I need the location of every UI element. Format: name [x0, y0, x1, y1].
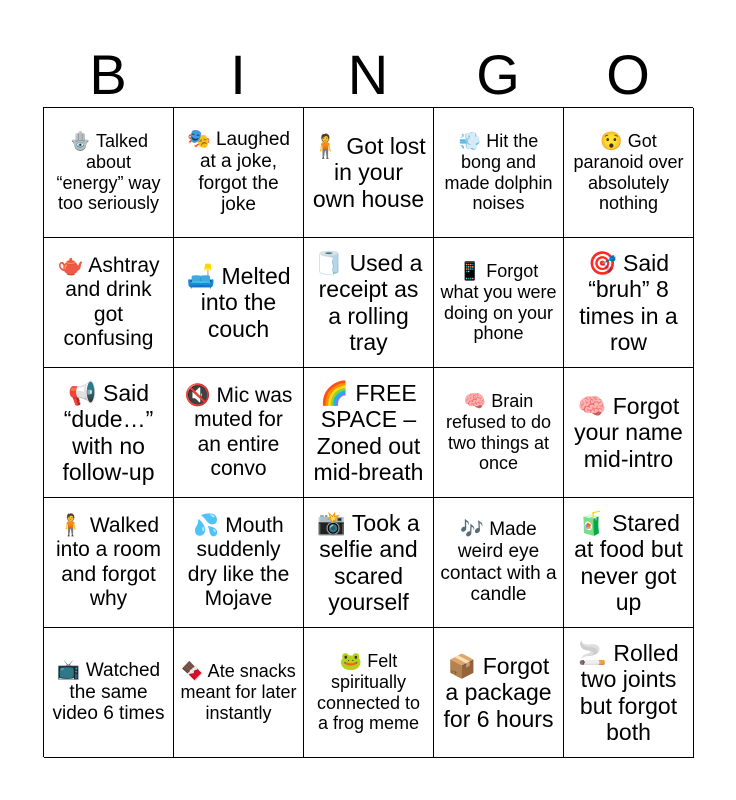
- bingo-cell[interactable]: [44, 108, 174, 238]
- bingo-cell[interactable]: [564, 238, 694, 368]
- bingo-cell[interactable]: [304, 108, 434, 238]
- cell-text: 🌈 FREE SPACE – Zoned out mid-breath: [313, 379, 424, 485]
- cell-text: 🧠 Forgot your name mid-intro: [574, 392, 683, 472]
- bingo-header: [43, 44, 693, 106]
- bingo-cell[interactable]: [174, 498, 304, 628]
- bingo-grid: [43, 107, 693, 757]
- cell-text: 🧍 Walked into a room and forgot why: [55, 514, 162, 610]
- bingo-cell[interactable]: [174, 368, 304, 498]
- cell-text: 🪬 Talked about “energy” way too seriously: [56, 131, 161, 214]
- bingo-cell[interactable]: [304, 628, 434, 758]
- cell-text: 📦 Forgot a package for 6 hours: [443, 652, 554, 732]
- header-letter-b: B: [89, 43, 127, 106]
- cell-text: 🫖 Ashtray and drink got confusing: [57, 254, 160, 350]
- cell-text: 😯 Got paranoid over absolutely nothing: [573, 131, 684, 214]
- cell-text: 🔇 Mic was muted for an entire convo: [184, 384, 293, 480]
- bingo-cell[interactable]: [44, 238, 174, 368]
- cell-text: 🛋️ Melted into the couch: [186, 262, 291, 342]
- bingo-cell[interactable]: [434, 368, 564, 498]
- bingo-cell[interactable]: [434, 628, 564, 758]
- bingo-cell[interactable]: [174, 108, 304, 238]
- cell-text: 🧠 Brain refused to do two things at once: [445, 391, 552, 474]
- bingo-cell[interactable]: [434, 498, 564, 628]
- cell-text: 🍫 Ate snacks meant for later instantly: [180, 661, 297, 723]
- cell-text: 🎭 Laughed at a joke, forgot the joke: [187, 128, 290, 216]
- bingo-cell[interactable]: [44, 628, 174, 758]
- cell-text: 🚬 Rolled two joints but forgot both: [578, 639, 679, 745]
- cell-text: 📺 Watched the same video 6 times: [52, 659, 165, 725]
- bingo-cell[interactable]: [564, 628, 694, 758]
- cell-text: 📱 Forgot what you were doing on your phone: [440, 261, 557, 344]
- bingo-cell[interactable]: [434, 108, 564, 238]
- cell-text: 🧻 Used a receipt as a rolling tray: [314, 249, 423, 355]
- bingo-cell[interactable]: [174, 628, 304, 758]
- free-space-cell[interactable]: [304, 368, 434, 498]
- cell-text: 🧍 Got lost in your own house: [311, 132, 426, 212]
- bingo-cell[interactable]: [564, 108, 694, 238]
- cell-text: 💨 Hit the bong and made dolphin noises: [444, 131, 553, 214]
- cell-text: 🐸 Felt spiritually connected to a frog meme: [316, 651, 421, 734]
- header-letter-o: O: [606, 43, 650, 106]
- cell-text: 📢 Said “dude…” with no follow-up: [62, 379, 155, 485]
- header-letter-n: N: [347, 43, 389, 106]
- bingo-cell[interactable]: [174, 238, 304, 368]
- cell-text: 🎯 Said “bruh” 8 times in a row: [579, 249, 678, 355]
- bingo-cell[interactable]: [564, 368, 694, 498]
- bingo-cell[interactable]: [304, 498, 434, 628]
- bingo-cell[interactable]: [564, 498, 694, 628]
- bingo-cell[interactable]: [304, 238, 434, 368]
- bingo-cell[interactable]: [44, 498, 174, 628]
- cell-text: 🧃 Stared at food but never got up: [574, 509, 683, 615]
- bingo-cell[interactable]: [434, 238, 564, 368]
- header-letter-i: I: [230, 43, 246, 106]
- header-letter-g: G: [476, 43, 520, 106]
- cell-text: 📸 Took a selfie and scared yourself: [317, 509, 420, 615]
- bingo-cell[interactable]: [44, 368, 174, 498]
- cell-text: 💦 Mouth suddenly dry like the Mojave: [187, 514, 290, 610]
- cell-text: 🎶 Made weird eye contact with a candle: [440, 518, 557, 606]
